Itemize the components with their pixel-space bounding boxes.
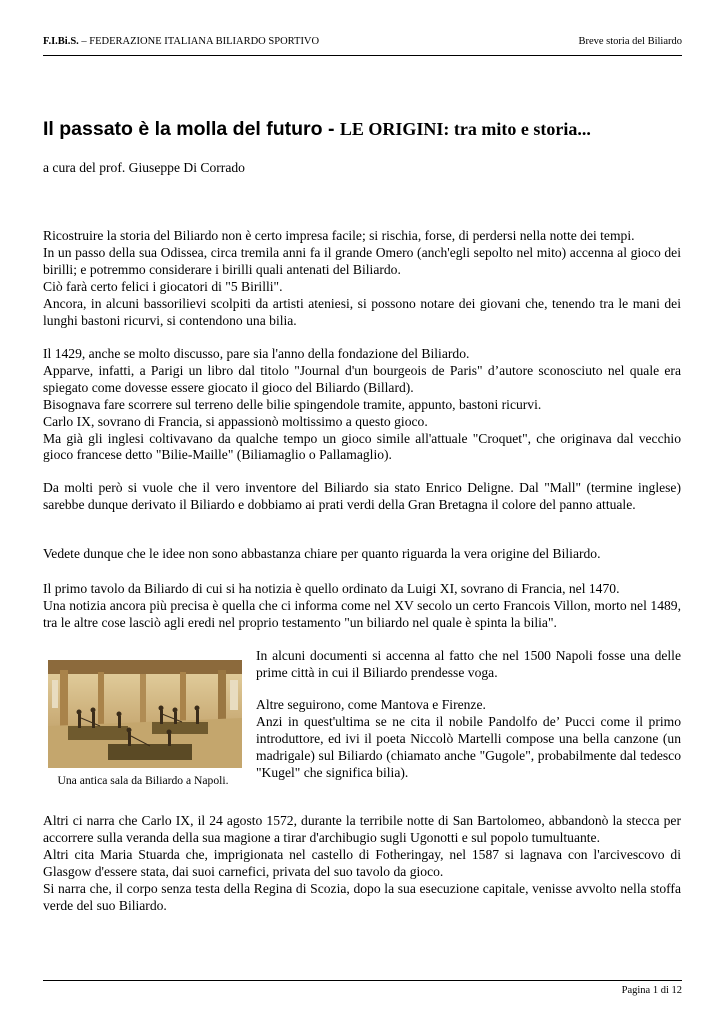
text-line: Una notizia ancora più precisa è quella che ci informa come nel XV secolo un certo Francois Villon, morto nel 1489, tra le altre cose lasciò agli eredi nel proprio testamento "un biliardo nel quale è spinta la bilia". (43, 597, 681, 630)
text-line: Apparve, infatti, a Parigi un libro dal titolo "Journal d'un bourgeois de Paris" d’autore sconosciuto nel quale era spiegato come dovesse essere giocato il gioco del Biliardo (Billard). (43, 362, 681, 395)
text-line: Anzi in quest'ultima se ne cita il nobile Pandolfo de’ Pucci come il primo introduttore, ed ivi il poeta Niccolò Martelli compose una bella canzone (un madrigale) sul Biliardo (chiamato anche "Gugole", probabilmente dal tedesco "Kugel" che significa bilia). (256, 713, 681, 780)
text-line: Ma già gli inglesi coltivavano da qualche tempo un gioco simile all'attuale "Croquet", che originava dal vecchio gioco francese detto "Bilie-Maille" (Biliamaglio o Pallamaglio). (43, 430, 681, 463)
text-line: Da molti però si vuole che il vero inventore del Biliardo sia stato Enrico Deligne. Dal "Mall" (termine inglese) sarebbe dunque derivato il Biliardo e dobbiamo ai prati verdi della Gran Bretagna il colore del panno attuale. (43, 480, 681, 512)
text-line: Vedete dunque che le idee non sono abbastanza chiare per quanto riguarda la vera origine del Biliardo. (43, 546, 601, 561)
title-sub: LE ORIGINI: tra mito e storia... (339, 119, 591, 139)
text-line: Altri cita Maria Stuarda che, imprigionata nel castello di Fotheringay, nel 1587 si lagnava con l'arcivescovo di Glasgow d'essere stata, dai suoi carnefici, privata del suo tavolo da gioco. (43, 846, 681, 879)
paragraph-6 (43, 813, 681, 914)
text-line: Bisognava fare scorrere sul terreno delle bilie spingendole tramite, appunto, bastoni ricurvi. (43, 396, 542, 412)
text-line: Altre seguirono, come Mantova e Firenze. (256, 697, 486, 712)
footer-rule (43, 980, 682, 981)
billiard-hall-painting (48, 660, 242, 768)
text-line: In un passo della sua Odissea, circa tremila anni fa il grande Omero (anch'egli sepolto nel mito) accenna al gioco dei birilli; e potremmo considerare i birilli quali antenati del Biliardo. (43, 244, 681, 277)
text-line: Ancora, in alcuni bassorilievi scolpiti da artisti ateniesi, si possono notare dei giovani che, tenendo tra le mani dei lunghi bastoni ricurvi, si contendono una bilia. (43, 295, 681, 328)
title-main: Il passato è la molla del futuro - (43, 118, 340, 140)
page-header (43, 36, 682, 47)
text-line: Ciò farà certo felici i giocatori di "5 Birilli". (43, 278, 283, 294)
header-federation (43, 36, 319, 47)
page-title (43, 118, 684, 141)
paragraph-right-2 (256, 697, 681, 782)
paragraph-4 (43, 546, 681, 563)
text-line: Carlo IX, sovrano di Francia, si appassionò moltissimo a questo gioco. (43, 413, 428, 429)
header-brand: F.I.Bi.S. (43, 36, 79, 47)
paragraph-5 (43, 581, 681, 632)
header-doc-title: Breve storia del Biliardo (578, 36, 682, 47)
paragraph-right-1 (256, 648, 681, 682)
header-federation-name: – FEDERAZIONE ITALIANA BILIARDO SPORTIVO (78, 36, 320, 47)
author-line: a cura del prof. Giuseppe Di Corrado (43, 160, 245, 175)
text-line: Si narra che, il corpo senza testa della Regina di Scozia, dopo la sua esecuzione capitale, venisse avvolto nella stoffa verde del suo Biliardo. (43, 880, 681, 913)
text-line: Ricostruire la storia del Biliardo non è certo impresa facile; si rischia, forse, di perdersi nella notte dei tempi. (43, 228, 635, 243)
text-line: Il 1429, anche se molto discusso, pare sia l'anno della fondazione del Biliardo. (43, 346, 470, 361)
page-number: Pagina 1 di 12 (621, 985, 682, 996)
text-line: In alcuni documenti si accenna al fatto che nel 1500 Napoli fosse una delle prime città in cui il Biliardo prendesse voga. (256, 648, 681, 680)
paragraph-2 (43, 346, 681, 464)
figure-caption: Una antica sala da Biliardo a Napoli. (57, 774, 229, 787)
paragraph-1 (43, 228, 681, 329)
text-line: Il primo tavolo da Biliardo di cui si ha notizia è quello ordinato da Luigi XI, sovrano di Francia, nel 1470. (43, 581, 620, 596)
header-rule (43, 55, 682, 56)
paragraph-3 (43, 480, 681, 514)
text-line: Altri ci narra che Carlo IX, il 24 agosto 1572, durante la terribile notte di San Bartolomeo, abbandonò la stecca per accorrere sulla veranda della sua magione a tirar d'archibugio sugli Ugonotti e sul popolo tumultuante. (43, 813, 681, 845)
